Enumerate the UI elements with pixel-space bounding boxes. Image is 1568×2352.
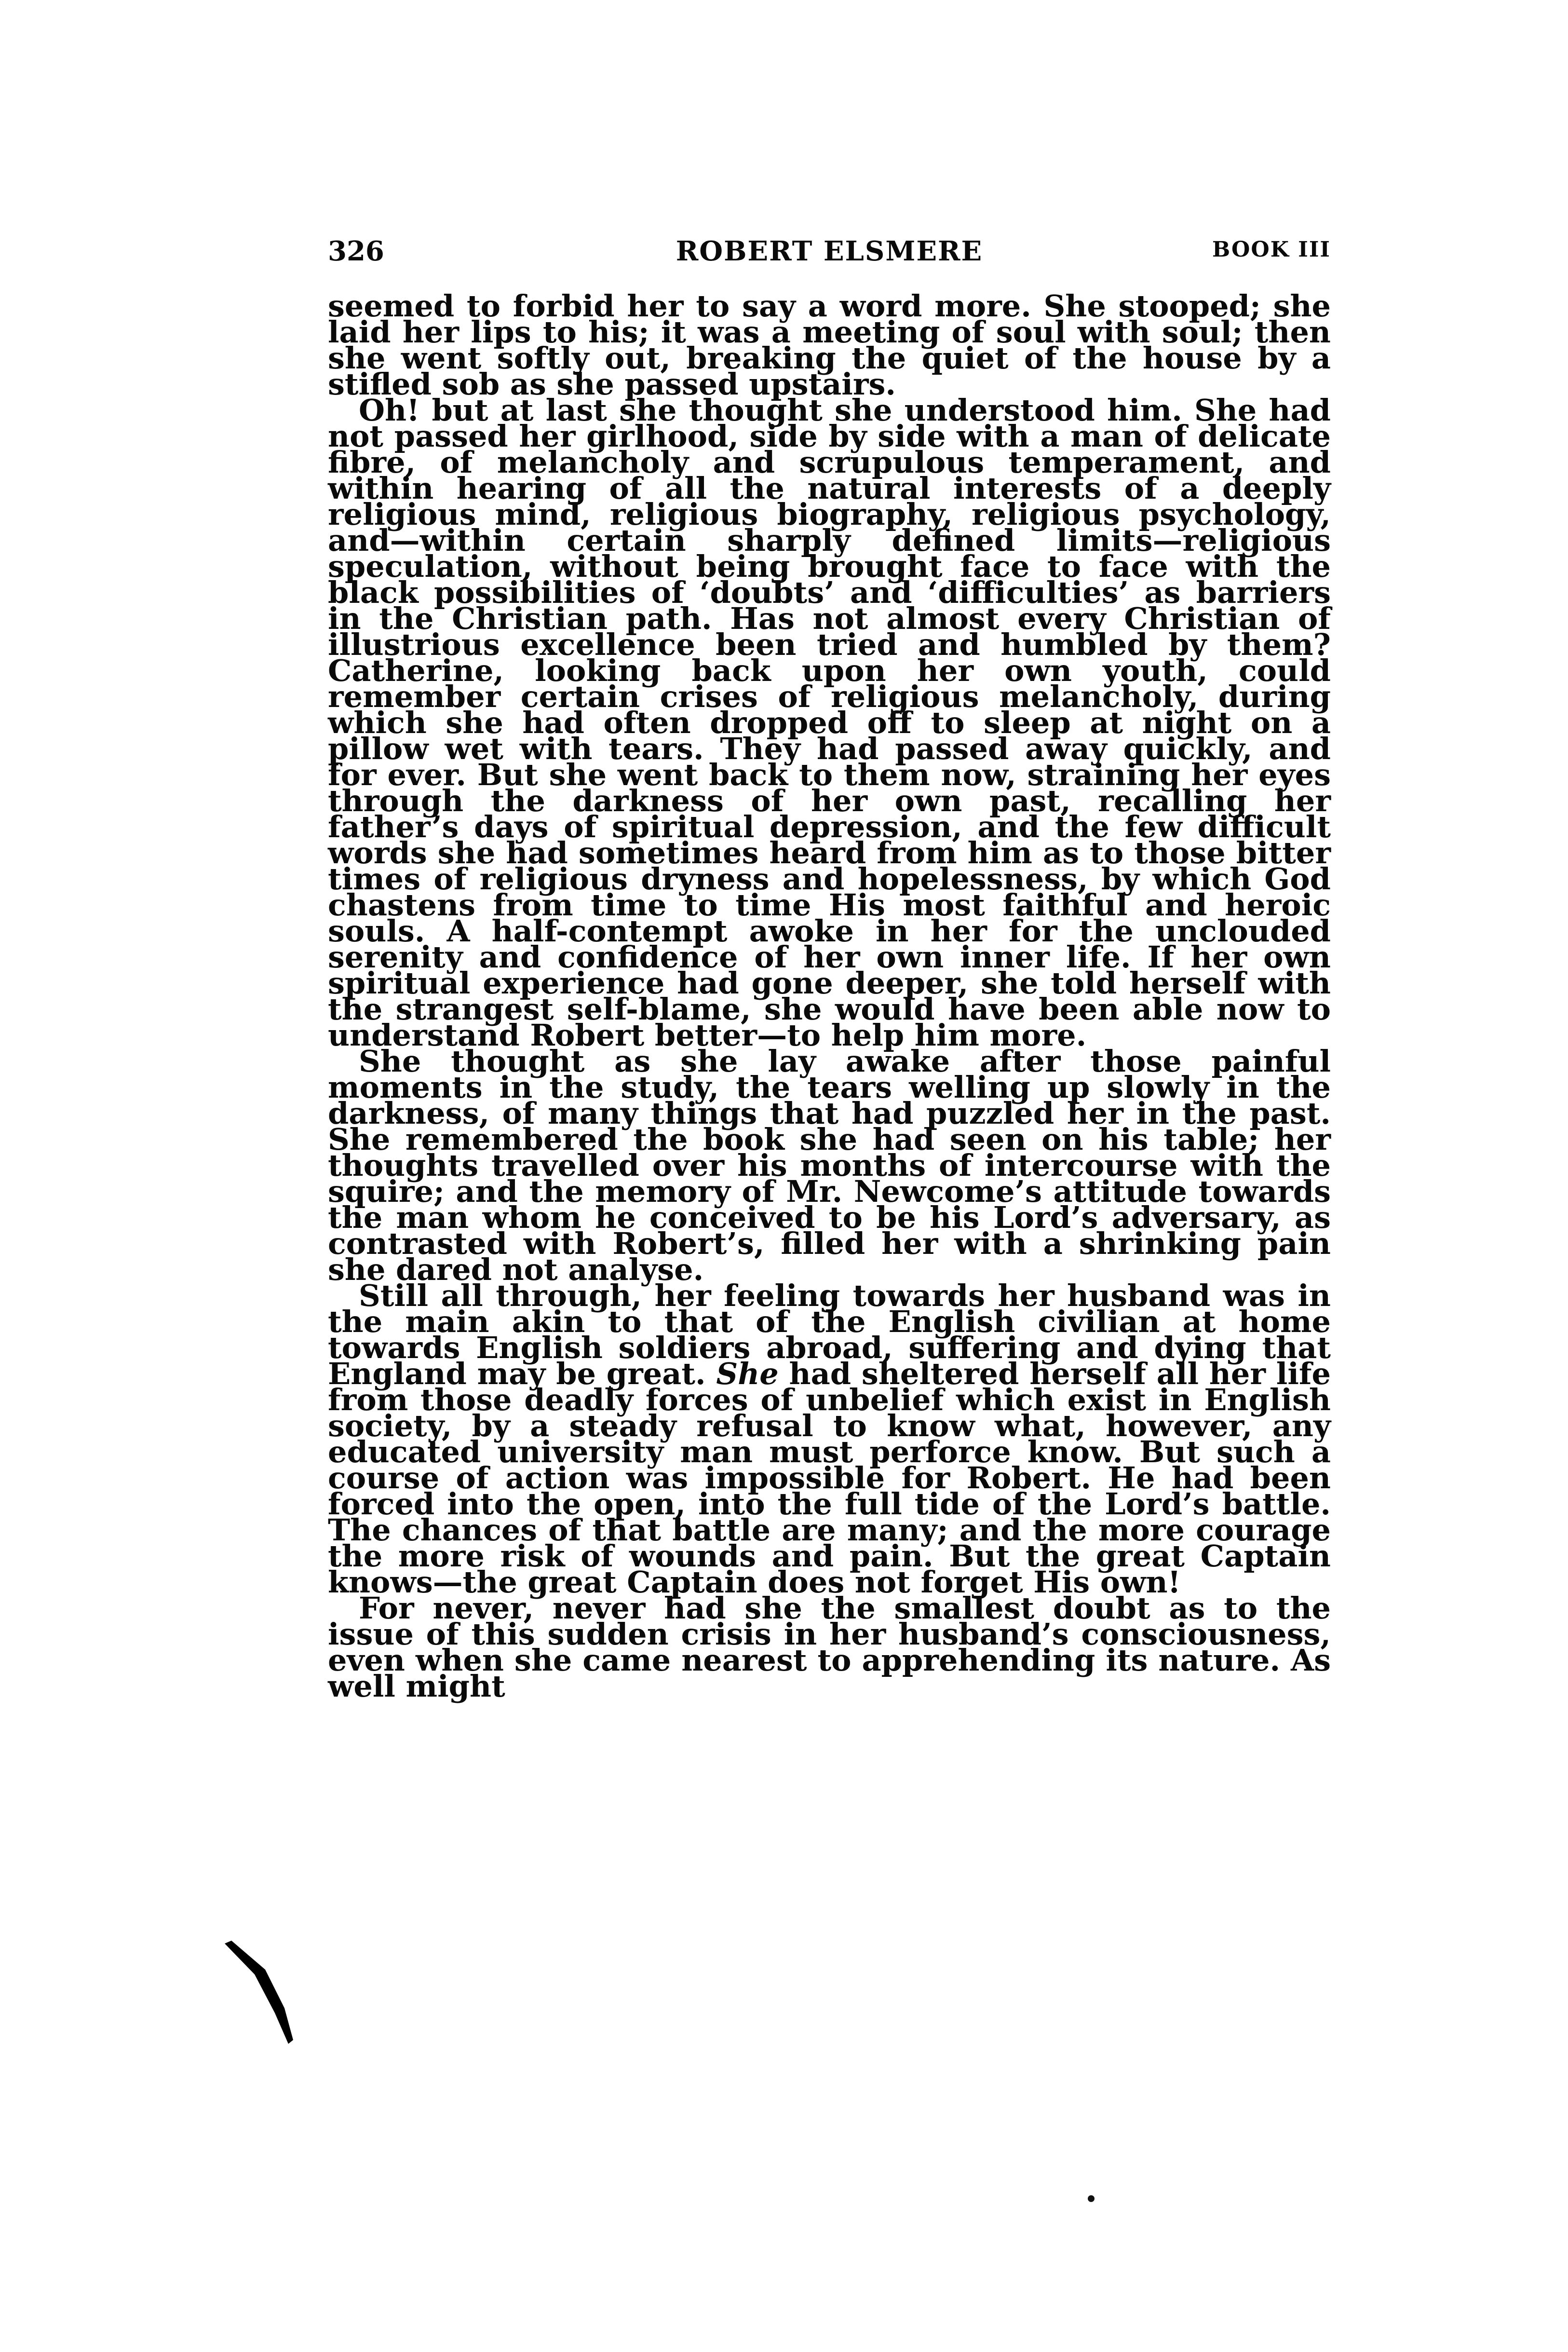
ink-dot xyxy=(1088,2195,1095,2202)
paragraph-3: She thought as she lay awake after those painful moments in the study, the tears welling up slowly in the darkness, of many things that had puzzled her in the past. She remembered the book she had seen on his table; her thoughts travelled over his months of intercourse with the squire; and the memory of Mr. Newcome’s attitude towards the man whom he conceived to be his Lord’s adversary, as contrasted with Robert’s, filled her with a shrinking pain she dared not analyse. xyxy=(328,1044,1331,1287)
paragraph-2: Oh! but at last she thought she understood him. She had not passed her girlhood, side by side with a man of delicate fibre, of melancholy and scrupulous temperament, and within hearing of all the natural interests of a deeply religious mind, religious biography, religious psychology, and—within certain sharply defined limits—religious speculation, without being brought face to face with the black possibilities of ‘doubts’ and ‘difficulties’ as barriers in the Christian path. Has not almost every Christian of illustrious excellence been tried and humbled by them? Catherine, looking back upon her own youth, could remember certain crises of religious melancholy, during which she had often dropped off to sleep at night on a pillow wet with tears. They had passed away quickly, and for ever. But she went back to them now, straining her eyes through the darkness of her own past, recalling her father’s days of spiritual depression, and the few difficult words she had sometimes heard from him as to those bitter times of religious dryness and hopelessness, by which God chastens from time to time His most faithful and heroic souls. A half-contempt awoke in her for the unclouded serenity and confidence of her own inner life. If her own spiritual experience had gone deeper, she told herself with the strangest self-blame, she would have been able now to understand Robert better—to help him more. xyxy=(328,393,1331,1053)
paragraph-5: For never, never had she the smallest doubt as to the issue of this sudden crisis in her husband’s consciousness, even when she came nearest to apprehending its nature. As well might xyxy=(328,1591,1331,1704)
book-label: BOOK III xyxy=(1212,237,1331,262)
running-title: ROBERT ELSMERE xyxy=(676,235,983,267)
paragraph-1: seemed to forbid her to say a word more. She stooped; she laid her lips to his; it was a meeting of soul with soul; then she went softly out, breaking the quiet of the house by a stifled sob as she passed upstairs. xyxy=(328,288,1331,402)
paragraph-4-italic: She xyxy=(716,1356,779,1391)
page-number: 326 xyxy=(328,235,384,267)
page-header xyxy=(328,235,1331,274)
margin-mark-icon xyxy=(221,1941,298,2047)
paragraph-4-start: Still all through, her feeling towards her husband was in the main akin to that of the English civilian at home towards English soldiers abroad, suffering and dying that England may be great. xyxy=(328,1278,1331,1391)
paragraph-4-end: had sheltered herself all her life from those deadly forces of unbelief which exist in English society, by a steady refusal to know what, however, any educated university man must perforce know. But such a course of action was impossible for Robert. He had been forced into the open, into the full tide of the Lord’s battle. The chances of that battle are many; and the more courage the more risk of wounds and pain. But the great Captain knows—the great Captain does not forget His own! xyxy=(328,1356,1331,1600)
body-text xyxy=(328,288,1331,1704)
paragraph-4 xyxy=(328,1278,1331,1600)
